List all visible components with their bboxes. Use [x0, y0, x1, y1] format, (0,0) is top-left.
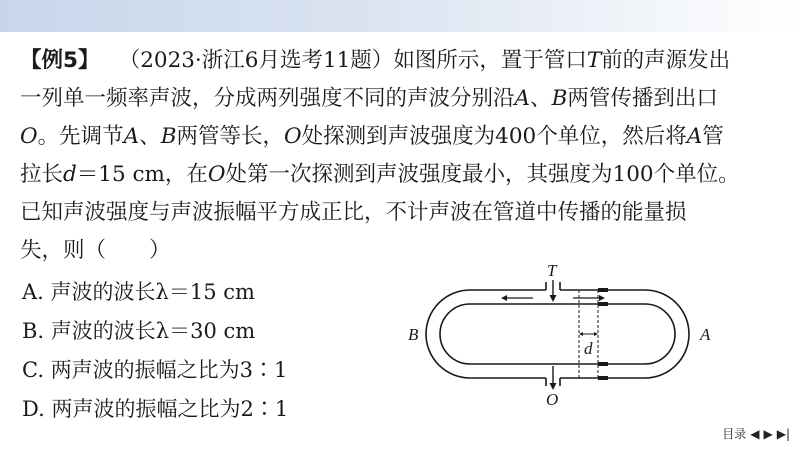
- header-banner: [0, 0, 800, 32]
- pipe-diagram: [405, 258, 725, 408]
- label-T: T: [547, 261, 557, 280]
- slide-nav: [722, 425, 790, 442]
- question-line-3: O。先调节A、B两管等长，O处探测到声波强度为400个单位，然后将A管: [20, 124, 724, 149]
- question-source: （2023·浙江6月选考11题）: [129, 48, 394, 73]
- contents-button[interactable]: 目录: [722, 427, 747, 441]
- question-line-5: 已知声波强度与声波振幅平方成正比，不计声波在管道中传播的能量损: [20, 200, 687, 225]
- example-tag: 【例5】: [20, 48, 100, 73]
- label-O: O: [546, 390, 559, 408]
- option-b[interactable]: B. 声波的波长λ＝30 cm: [22, 319, 256, 343]
- option-a[interactable]: A. 声波的波长λ＝15 cm: [22, 280, 255, 304]
- last-page-icon[interactable]: ▶|: [776, 426, 790, 441]
- label-A: A: [700, 325, 711, 344]
- next-icon[interactable]: ▶: [763, 426, 773, 441]
- option-d[interactable]: D. 两声波的振幅之比为2∶1: [22, 397, 289, 421]
- slide-joint-marks: [598, 288, 608, 380]
- option-c[interactable]: C. 两声波的振幅之比为3∶1: [22, 358, 288, 382]
- question-line-4: 拉长d＝15 cm，在O处第一次探测到声波强度最小，其强度为100个单位。: [20, 162, 740, 187]
- prev-icon[interactable]: ◀: [750, 426, 760, 441]
- question-line-1: 【例5】 （2023·浙江6月选考11题）如图所示，置于管口T前的声源发出: [20, 48, 731, 73]
- pipe-inner-wall: [440, 304, 675, 364]
- label-B: B: [408, 325, 419, 344]
- question-line-6: 失，则（ ）: [20, 238, 171, 263]
- label-d: d: [584, 339, 593, 358]
- question-line-2: 一列单一频率声波，分成两列强度不同的声波分别沿A、B两管传播到出口: [20, 86, 718, 111]
